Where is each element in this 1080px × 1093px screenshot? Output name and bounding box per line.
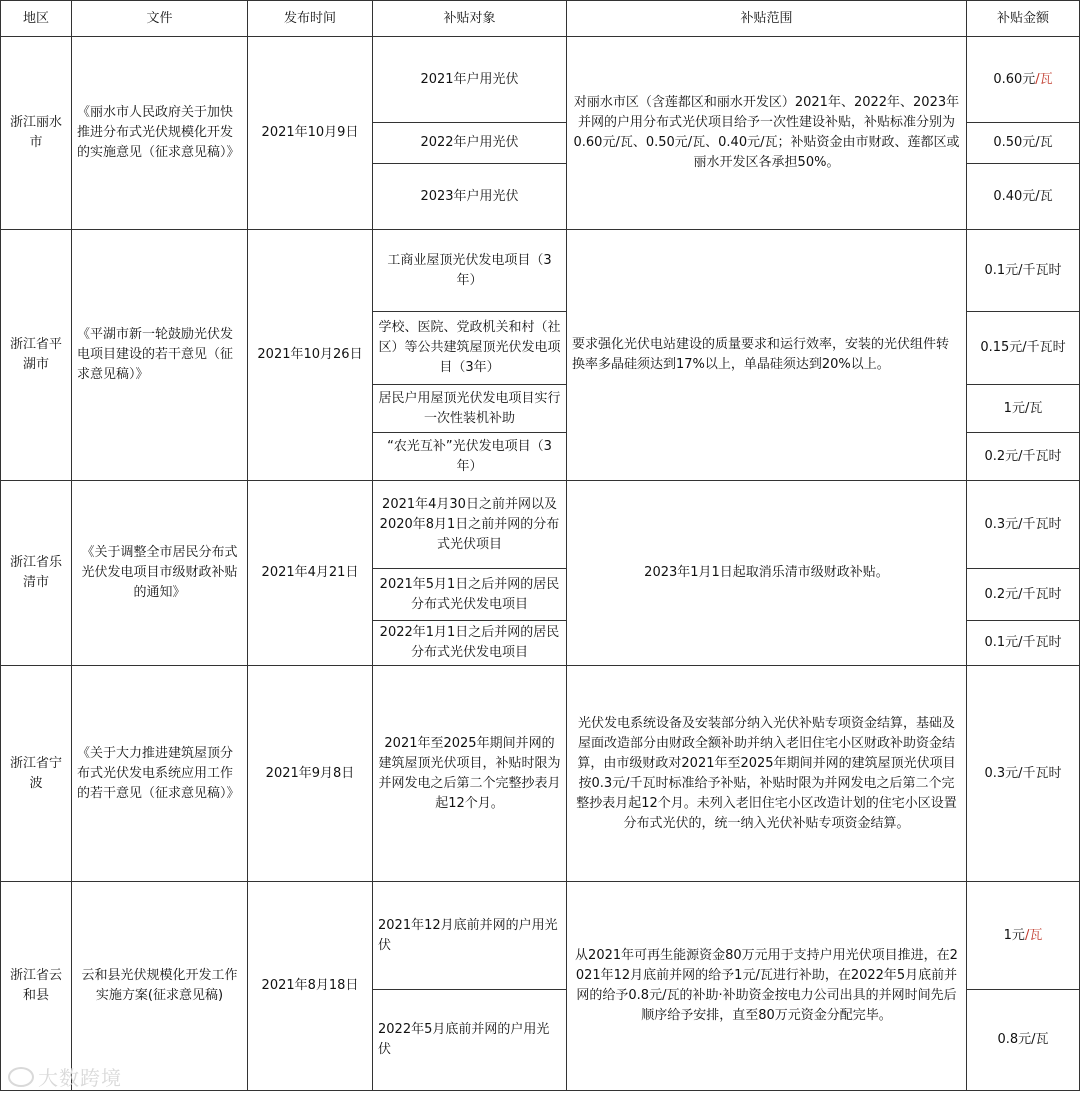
document-cell: 《丽水市人民政府关于加快推进分布式光伏规模化开发的实施意见（征求意见稿）》 bbox=[72, 37, 248, 230]
date-cell: 2021年9月8日 bbox=[248, 666, 373, 882]
amount-cell bbox=[967, 882, 1080, 990]
region-cell: 浙江省乐清市 bbox=[1, 481, 72, 666]
header-document: 文件 bbox=[72, 1, 248, 37]
amount-cell: 0.8元/瓦 bbox=[967, 990, 1080, 1091]
amount-cell: 0.1元/千瓦时 bbox=[967, 621, 1080, 666]
amount-cell: 0.3元/千瓦时 bbox=[967, 481, 1080, 569]
header-region: 地区 bbox=[1, 1, 72, 37]
region-cell: 浙江省宁波 bbox=[1, 666, 72, 882]
amount-unit: /瓦 bbox=[1024, 927, 1043, 943]
target-cell: 2022年户用光伏 bbox=[373, 123, 567, 164]
target-cell: “农光互补”光伏发电项目（3年） bbox=[373, 433, 567, 481]
table-row bbox=[1, 230, 1080, 312]
amount-cell: 0.50元/瓦 bbox=[967, 123, 1080, 164]
amount-unit: /瓦 bbox=[1035, 71, 1053, 87]
amount-value: 0.60元 bbox=[993, 71, 1036, 87]
date-cell: 2021年8月18日 bbox=[248, 882, 373, 1091]
table-row bbox=[1, 37, 1080, 123]
header-row bbox=[1, 1, 1080, 37]
target-cell: 2021年户用光伏 bbox=[373, 37, 567, 123]
amount-cell: 0.3元/千瓦时 bbox=[967, 666, 1080, 882]
amount-cell: 0.1元/千瓦时 bbox=[967, 230, 1080, 312]
document-cell: 《平湖市新一轮鼓励光伏发电项目建设的若干意见（征求意见稿）》 bbox=[72, 230, 248, 481]
table-row bbox=[1, 882, 1080, 990]
target-cell: 2021年5月1日之后并网的居民分布式光伏发电项目 bbox=[373, 569, 567, 621]
scope-cell: 要求强化光伏电站建设的质量要求和运行效率，安装的光伏组件转换率多晶硅须达到17%以上，单晶硅须达到20%以上。 bbox=[567, 230, 967, 481]
amount-cell bbox=[967, 37, 1080, 123]
target-cell: 2021年4月30日之前并网以及2020年8月1日之前并网的分布式光伏项目 bbox=[373, 481, 567, 569]
target-cell: 工商业屋顶光伏发电项目（3年） bbox=[373, 230, 567, 312]
target-cell: 2022年5月底前并网的户用光伏 bbox=[373, 990, 567, 1091]
scope-cell: 从2021年可再生能源资金80万元用于支持户用光伏项目推进，在2021年12月底前并网的给予1元/瓦进行补助，在2022年5月底前并网的给予0.8元/瓦的补助·补助资金按电力公司出具的并网时间先后顺序给予安排，直至80万元资金分配完毕。 bbox=[567, 882, 967, 1091]
date-cell: 2021年4月21日 bbox=[248, 481, 373, 666]
document-cell: 《关于大力推进建筑屋顶分布式光伏发电系统应用工作的若干意见（征求意见稿）》 bbox=[72, 666, 248, 882]
header-scope: 补贴范围 bbox=[567, 1, 967, 37]
weibo-logo-icon bbox=[8, 1067, 34, 1087]
target-cell: 2021年至2025年期间并网的建筑屋顶光伏项目，补贴时限为并网发电之后第二个完整抄表月起12个月。 bbox=[373, 666, 567, 882]
target-cell: 2023年户用光伏 bbox=[373, 164, 567, 230]
amount-cell: 0.2元/千瓦时 bbox=[967, 433, 1080, 481]
scope-cell: 对丽水市区（含莲都区和丽水开发区）2021年、2022年、2023年并网的户用分布式光伏项目给予一次性建设补贴，补贴标准分别为0.60元/瓦、0.50元/瓦、0.40元/瓦；补贴资金由市财政、莲都区或丽水开发区各承担50%。 bbox=[567, 37, 967, 230]
header-date: 发布时间 bbox=[248, 1, 373, 37]
date-cell: 2021年10月26日 bbox=[248, 230, 373, 481]
header-target: 补贴对象 bbox=[373, 1, 567, 37]
target-cell: 居民户用屋顶光伏发电项目实行一次性装机补助 bbox=[373, 385, 567, 433]
target-cell: 2022年1月1日之后并网的居民分布式光伏发电项目 bbox=[373, 621, 567, 666]
header-amount: 补贴金额 bbox=[967, 1, 1080, 37]
document-cell: 云和县光伏规模化开发工作实施方案(征求意见稿) bbox=[72, 882, 248, 1091]
target-cell: 学校、医院、党政机关和村（社区）等公共建筑屋顶光伏发电项目（3年） bbox=[373, 312, 567, 385]
amount-value: 1元 bbox=[1003, 927, 1025, 943]
region-cell: 浙江丽水市 bbox=[1, 37, 72, 230]
amount-cell: 1元/瓦 bbox=[967, 385, 1080, 433]
target-cell: 2021年12月底前并网的户用光伏 bbox=[373, 882, 567, 990]
table-row bbox=[1, 481, 1080, 569]
watermark-text: 大数跨境 bbox=[38, 1066, 122, 1090]
region-cell: 浙江省云和县 bbox=[1, 882, 72, 1091]
region-cell: 浙江省平湖市 bbox=[1, 230, 72, 481]
watermark bbox=[8, 1062, 122, 1091]
scope-cell: 光伏发电系统设备及安装部分纳入光伏补贴专项资金结算，基础及屋面改造部分由财政全额补助并纳入老旧住宅小区财政补助资金结算，由市级财政对2021年至2025年期间并网的建筑屋顶光伏项目按0.3元/千瓦时标准给予补贴，补贴时限为并网发电之后第二个完整抄表月起12个月。未列入老旧住宅小区改造计划的住宅小区设置分布式光伏的，统一纳入光伏补贴专项资金结算。 bbox=[567, 666, 967, 882]
amount-cell: 0.2元/千瓦时 bbox=[967, 569, 1080, 621]
date-cell: 2021年10月9日 bbox=[248, 37, 373, 230]
scope-cell: 2023年1月1日起取消乐清市级财政补贴。 bbox=[567, 481, 967, 666]
amount-cell: 0.40元/瓦 bbox=[967, 164, 1080, 230]
document-cell: 《关于调整全市居民分布式光伏发电项目市级财政补贴的通知》 bbox=[72, 481, 248, 666]
table-row bbox=[1, 666, 1080, 882]
amount-cell: 0.15元/千瓦时 bbox=[967, 312, 1080, 385]
